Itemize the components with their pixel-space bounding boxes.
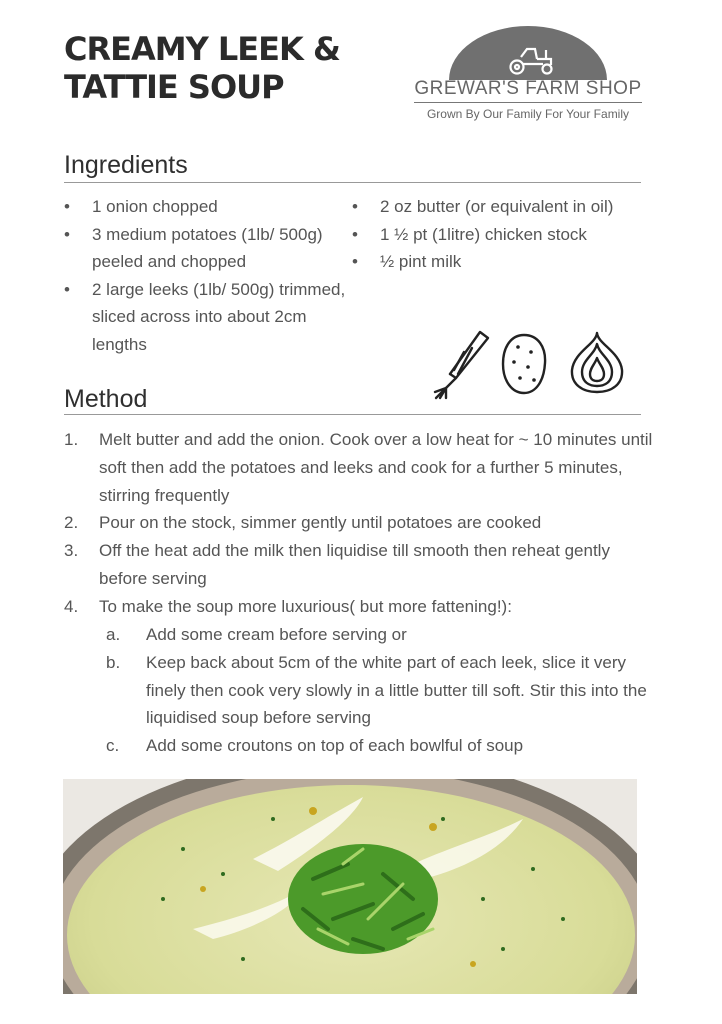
method-heading: Method <box>64 385 148 413</box>
logo-name: GREWAR'S FARM SHOP <box>414 78 642 99</box>
ingredient-item: • 2 oz butter (or equivalent in oil) <box>352 197 614 216</box>
method-substep: c. Add some croutons on top of each bowlful of soup <box>106 736 524 756</box>
ingredients-list-right <box>352 193 652 276</box>
soup-photo <box>63 779 637 994</box>
logo-tagline: Grown By Our Family For Your Family <box>426 107 630 121</box>
ingredients-divider <box>64 182 641 183</box>
recipe-title-line-2: TATTIE SOUP <box>64 68 284 106</box>
ingredient-icons <box>432 328 628 400</box>
method-divider <box>64 414 641 415</box>
method-step: 3. Off the heat add the milk then liquidise till smooth then reheat gently before serving <box>64 541 610 588</box>
method-step: 2. Pour on the stock, simmer gently until potatoes are cooked <box>64 513 542 533</box>
potato-icon <box>498 332 550 396</box>
ingredients-heading: Ingredients <box>64 151 188 179</box>
recipe-title <box>64 30 340 106</box>
tractor-icon <box>447 26 609 80</box>
farm-shop-logo <box>414 26 642 126</box>
ingredients-list-left <box>64 193 352 358</box>
method-substep: a. Add some cream before serving or <box>106 625 407 644</box>
ingredient-item: • 1 onion chopped <box>64 197 218 216</box>
ingredient-item: • 2 large leeks (1lb/ 500g) trimmed, sliced across into about 2cm lengths <box>64 279 346 354</box>
method-step: 4. To make the soup more luxurious( but more fattening!): <box>64 596 512 616</box>
ingredient-item: • 1 ½ pt (1litre) chicken stock <box>352 224 587 244</box>
method-steps <box>64 426 654 621</box>
leek-icon <box>432 328 494 400</box>
ingredient-item: • ½ pint milk <box>352 252 462 271</box>
onion-icon <box>568 330 626 396</box>
recipe-title-line-1: CREAMY LEEK & <box>64 30 340 68</box>
soup-bowl-image <box>63 779 637 994</box>
logo-divider <box>414 102 642 103</box>
method-step: 1. Melt butter and add the onion. Cook over a low heat for ~ 10 minutes until soft then add the potatoes and leeks and cook for a further 5 minutes, stirring frequently <box>64 430 653 505</box>
ingredient-item: • 3 medium potatoes (1lb/ 500g) peeled and chopped <box>64 224 323 271</box>
method-substeps <box>64 621 654 760</box>
method-substep: b. Keep back about 5cm of the white part of each leek, slice it very finely then cook very slowly in a little butter till soft. Stir this into the liquidised soup before serving <box>106 652 647 728</box>
